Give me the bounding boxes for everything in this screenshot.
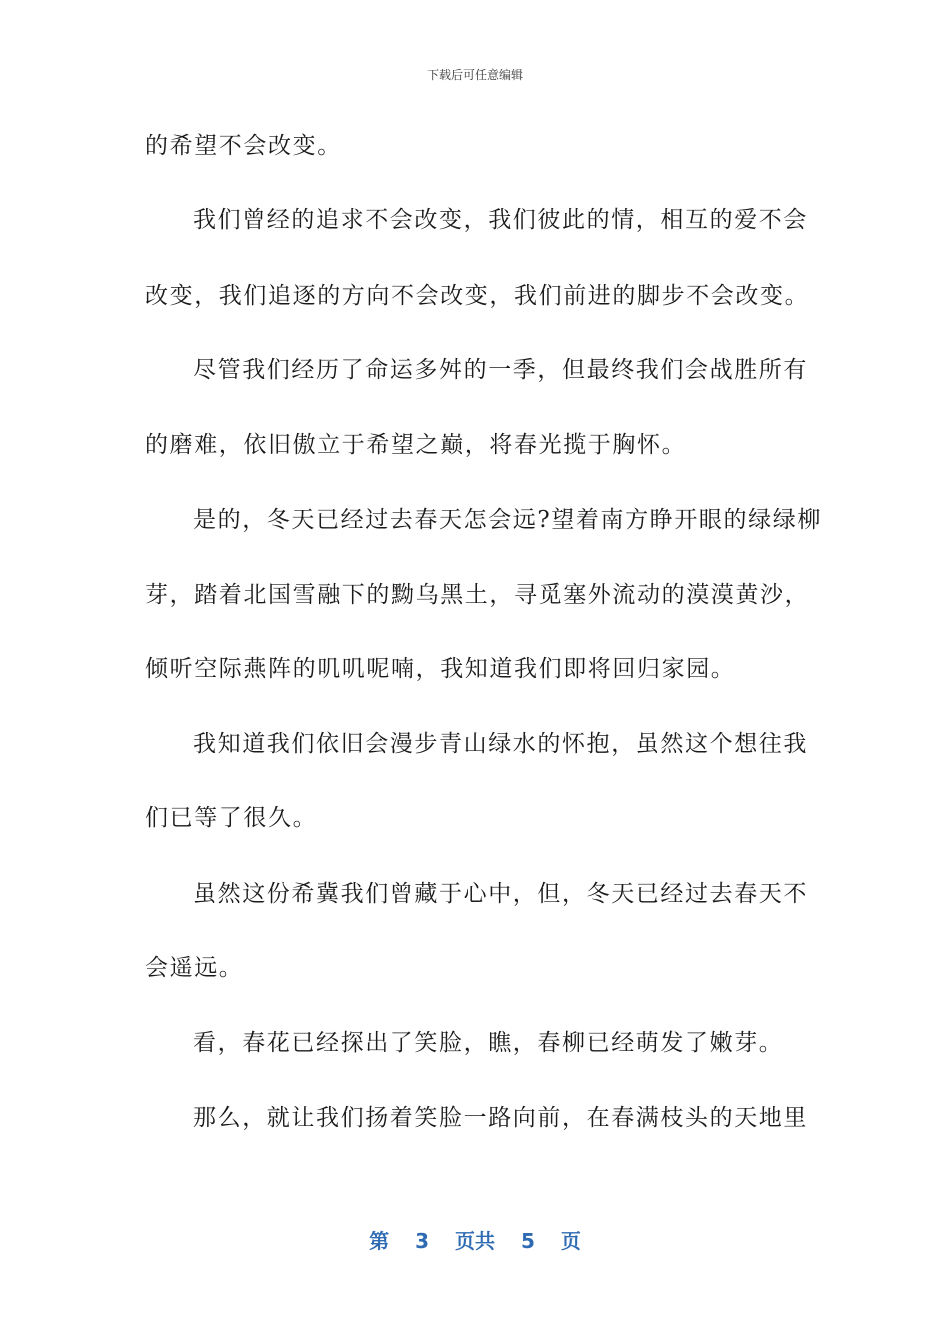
- body-text-line: 会遥远。: [145, 955, 244, 981]
- body-text-line: 虽然这份希冀我们曾藏于心中，但，冬天已经过去春天不: [193, 881, 808, 907]
- current-page-number: 3: [415, 1229, 429, 1253]
- page-footer: [0, 1225, 950, 1254]
- header-note: 下载后可任意编辑: [426, 68, 523, 82]
- body-text-line: 看，春花已经探出了笑脸，瞧，春柳已经萌发了嫩芽。: [193, 1030, 784, 1056]
- body-text-line: 尽管我们经历了命运多舛的一季，但最终我们会战胜所有: [193, 357, 808, 383]
- total-pages-number: 5: [521, 1229, 535, 1253]
- body-text-line: 芽，踏着北国雪融下的黝乌黑土，寻觅塞外流动的漠漠黄沙，: [145, 582, 810, 608]
- body-text-line: 的磨难，依旧傲立于希望之巅，将春光揽于胸怀。: [145, 432, 687, 458]
- body-text-line: 们已等了很久。: [145, 805, 318, 831]
- page-label-middle: 页共: [455, 1229, 495, 1253]
- page-label-suffix: 页: [560, 1229, 581, 1253]
- body-text-line: 我们曾经的追求不会改变，我们彼此的情，相互的爱不会: [193, 207, 808, 233]
- body-text-line: 改变，我们追逐的方向不会改变，我们前进的脚步不会改变。: [145, 283, 810, 309]
- body-text-line: 我知道我们依旧会漫步青山绿水的怀抱，虽然这个想往我: [193, 731, 808, 757]
- body-text-line: 那么，就让我们扬着笑脸一路向前，在春满枝头的天地里: [193, 1105, 808, 1131]
- page-label-prefix: 第: [369, 1229, 390, 1253]
- body-text-line: 是的，冬天已经过去春天怎会远?望着南方睁开眼的绿绿柳: [193, 507, 822, 533]
- body-text-line: 的希望不会改变。: [145, 133, 342, 159]
- body-text-line: 倾听空际燕阵的叽叽呢喃，我知道我们即将回归家园。: [145, 656, 736, 682]
